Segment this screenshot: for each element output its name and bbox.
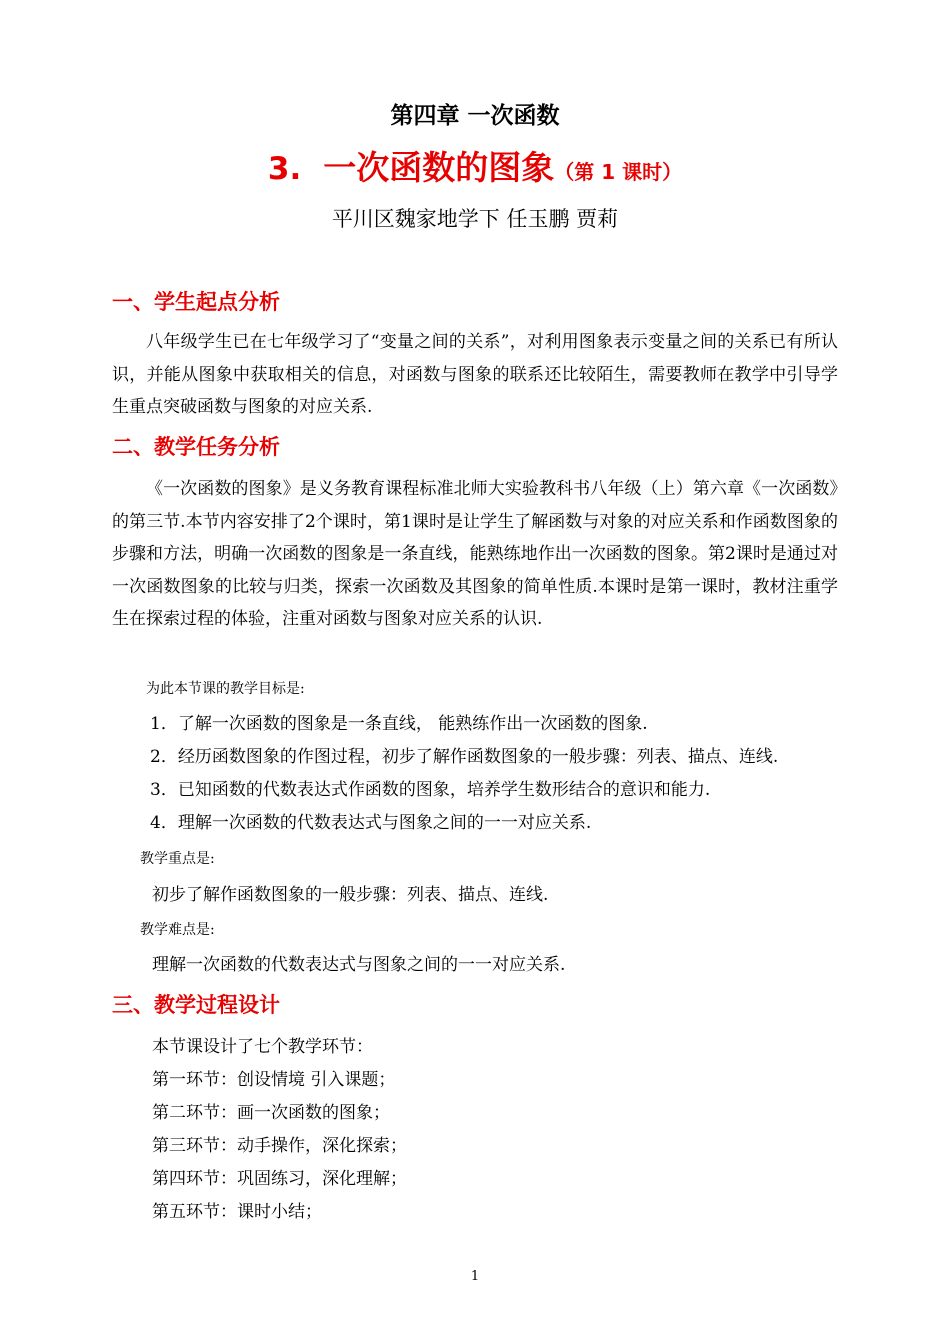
difficulty-text: 理解一次函数的代数表达式与图象之间的一一对应关系. bbox=[152, 955, 566, 975]
key-point-label: 教学重点是: bbox=[140, 851, 215, 867]
page-number: 1 bbox=[470, 1269, 480, 1284]
process-step: 第三环节：动手操作，深化探索； bbox=[152, 1136, 407, 1156]
lesson-number: 3. bbox=[267, 151, 302, 187]
goal-item: 1．了解一次函数的图象是一条直线， 能熟练作出一次函数的图象. bbox=[150, 714, 648, 734]
section2-paragraph: 《一次函数的图象》是义务教育课程标准北师大实验教科书八年级（上）第六章《一次函数》的第三节.本节内容安排了2个课时，第1课时是让学生了解函数与对象的对应关系和作函数图象的步骤和方法，明确一次函数的图象是一条直线，能熟练地作出一次函数的图象。第2课时是通过对一次函数图象的比较与归类，探索一次函数及其图象的简单性质.本课时是第一课时，教材注重学生在探索过程的体验，注重对函数与图象对应关系的认识. bbox=[112, 479, 838, 629]
process-step: 第四环节：巩固练习，深化理解； bbox=[152, 1169, 407, 1189]
goal-item: 2．经历函数图象的作图过程，初步了解作函数图象的一般步骤：列表、描点、连线. bbox=[150, 747, 779, 767]
process-step: 第二环节：画一次函数的图象； bbox=[152, 1103, 390, 1123]
section-heading-task-analysis: 二、教学任务分析 bbox=[112, 435, 280, 459]
process-step: 第五环节：课时小结； bbox=[152, 1202, 322, 1222]
goal-item: 4．理解一次函数的代数表达式与图象之间的一一对应关系. bbox=[150, 813, 592, 833]
difficulty-label: 教学难点是: bbox=[140, 922, 215, 938]
authors: 平川区魏家地学下 任玉鹏 贾莉 bbox=[331, 207, 619, 231]
process-step: 第一环节：创设情境 引入课题； bbox=[152, 1070, 396, 1090]
lesson-title: 一次函数的图象 bbox=[323, 148, 555, 187]
lesson-title-line bbox=[0, 146, 950, 196]
goals-label: 为此本节课的教学目标是: bbox=[146, 681, 305, 697]
goal-item: 3．已知函数的代数表达式作函数的图象，培养学生数形结合的意识和能力. bbox=[150, 780, 711, 800]
key-point-text: 初步了解作函数图象的一般步骤：列表、描点、连线. bbox=[152, 885, 549, 905]
section1-paragraph: 八年级学生已在七年级学习了“变量之间的关系”，对利用图象表示变量之间的关系已有所认识，并能从图象中获取相关的信息，对函数与图象的联系还比较陌生，需要教师在教学中引导学生重点突破函数与图象的对应关系. bbox=[112, 332, 838, 417]
lesson-subtitle: （第 1 课时） bbox=[554, 160, 683, 184]
chapter-title: 第四章 一次函数 bbox=[390, 103, 560, 129]
section-heading-student-analysis: 一、学生起点分析 bbox=[112, 290, 280, 314]
section-heading-process-design: 三、教学过程设计 bbox=[112, 993, 280, 1017]
process-intro: 本节课设计了七个教学环节： bbox=[152, 1037, 373, 1057]
